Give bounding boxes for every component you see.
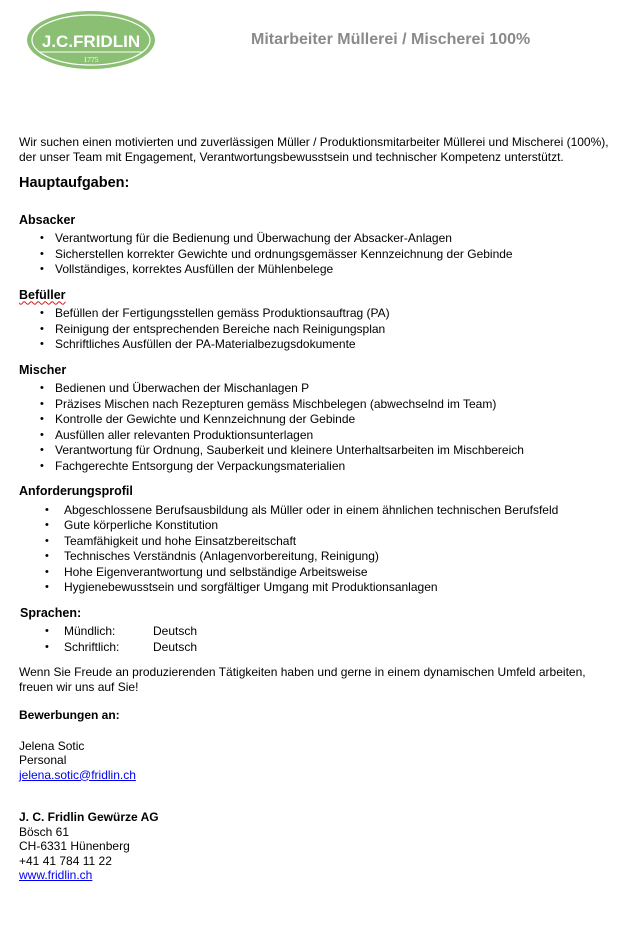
list-item: • Verantwortung für Ordnung, Sauberkeit und kleinere Unterhaltsarbeiten im Mischbereich <box>19 443 619 459</box>
company-website-link[interactable]: www.fridlin.ch <box>19 868 93 882</box>
languages-heading: Sprachen: <box>20 605 82 620</box>
list-item <box>19 640 619 656</box>
list-item: • Hohe Eigenverantwortung und selbständige Arbeitsweise <box>19 565 619 581</box>
main-tasks-heading: Hauptaufgaben: <box>19 175 130 191</box>
mischer-list <box>19 381 619 474</box>
contact-email-link[interactable]: jelena.sotic@fridlin.ch <box>19 767 136 782</box>
company-name: J. C. Fridlin Gewürze AG <box>19 810 159 824</box>
contact-block <box>19 739 619 783</box>
list-item <box>19 624 619 640</box>
list-item: • Schriftliches Ausfüllen der PA-Materialbezugsdokumente <box>19 337 619 353</box>
list-item: • Vollständiges, korrektes Ausfüllen der Mühlenbelege <box>19 262 619 278</box>
intro-paragraph: Wir suchen einen motivierten und zuverlässigen Müller / Produktionsmitarbeiter Müllerei und Mischerei (100%), der unser Team mit Engagement, Verantwortungsbewusstsein und technischer Kompetenz unterstützt. <box>19 135 609 164</box>
befueller-list <box>19 306 619 353</box>
list-item: • Verantwortung für die Bedienung und Überwachung der Absacker-Anlagen <box>19 231 619 247</box>
logo-emblem-icon <box>26 10 156 70</box>
language-label: • Schriftlich: <box>64 639 120 654</box>
language-label: • Mündlich: <box>64 624 116 638</box>
absacker-list <box>19 231 619 278</box>
company-phone: +41 41 784 11 22 <box>19 853 112 868</box>
list-item: • Abgeschlossene Berufsausbildung als Müller oder in einem ähnlichen technischen Berufsfeld <box>19 503 619 519</box>
list-item: • Befüllen der Fertigungsstellen gemäss Produktionsauftrag (PA) <box>19 306 619 322</box>
list-item: • Gute körperliche Konstitution <box>19 518 619 534</box>
logo-year: 1775 <box>83 55 99 64</box>
contact-name: Jelena Sotic <box>19 738 85 753</box>
befueller-heading <box>19 288 619 303</box>
list-item: • Kontrolle der Gewichte und Kennzeichnung der Gebinde <box>19 412 619 428</box>
list-item: • Reinigung der entsprechenden Bereiche nach Reinigungsplan <box>19 322 619 338</box>
mischer-heading: Mischer <box>19 362 67 377</box>
list-item: • Präzises Mischen nach Rezepturen gemäss Mischbelegen (abwechselnd im Team) <box>19 397 619 413</box>
languages-list <box>19 624 619 655</box>
list-item: • Technisches Verständnis (Anlagenvorbereitung, Reinigung) <box>19 549 619 565</box>
application-heading: Bewerbungen an: <box>19 708 120 722</box>
closing-paragraph: Wenn Sie Freude an produzierenden Tätigkeiten haben und gerne in einem dynamischen Umfeld arbeiten, freuen wir uns auf Sie! <box>19 665 586 694</box>
language-value: Deutsch <box>153 624 198 638</box>
list-item: • Sicherstellen korrekter Gewichte und ordnungsgemässer Kennzeichnung der Gebinde <box>19 247 619 263</box>
list-item: • Teamfähigkeit und hohe Einsatzbereitschaft <box>19 534 619 550</box>
page-title: Mitarbeiter Müllerei / Mischerei 100% <box>251 31 531 48</box>
spellcheck-word: Befüller <box>19 287 66 302</box>
requirements-heading: Anforderungsprofil <box>19 484 133 498</box>
list-item: • Ausfüllen aller relevanten Produktionsunterlagen <box>19 428 619 444</box>
company-city: CH-6331 Hünenberg <box>19 839 130 853</box>
list-item: • Bedienen und Überwachen der Mischanlagen P <box>19 381 619 397</box>
company-street: Bösch 61 <box>19 824 70 839</box>
logo-text: J.C.FRIDLIN <box>41 32 141 51</box>
document-body <box>19 135 619 883</box>
list-item: • Fachgerechte Entsorgung der Verpackungsmaterialien <box>19 459 619 475</box>
absacker-heading: Absacker <box>19 212 76 227</box>
company-address-block <box>19 810 619 883</box>
language-value: Deutsch <box>153 639 198 654</box>
requirements-list <box>19 503 619 596</box>
contact-department: Personal <box>19 753 67 767</box>
list-item: • Hygienebewusstsein und sorgfältiger Umgang mit Produktionsanlagen <box>19 580 619 596</box>
company-logo <box>26 10 156 70</box>
